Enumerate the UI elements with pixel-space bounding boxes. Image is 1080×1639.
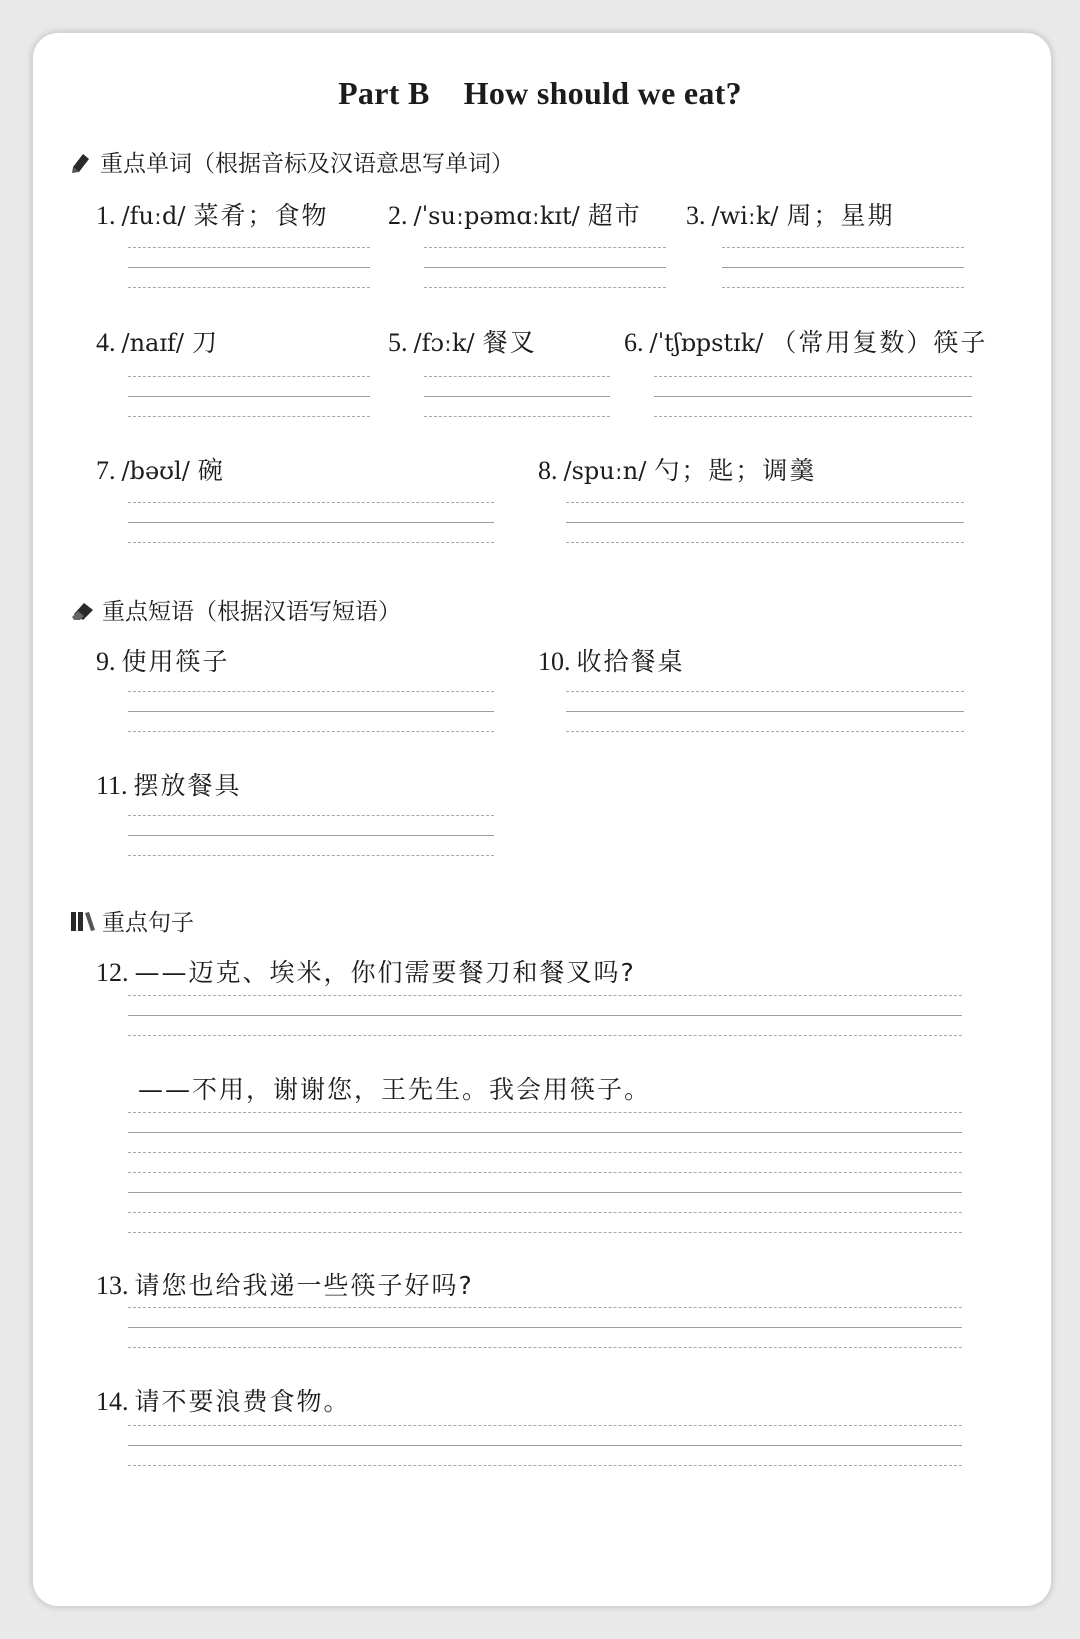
answer-lines-4[interactable] xyxy=(128,376,370,436)
word-item-5 xyxy=(388,323,537,359)
item-number: 1. xyxy=(96,201,116,230)
word-item-8 xyxy=(538,451,816,487)
item-meaning: 碗 xyxy=(197,456,225,485)
word-item-3 xyxy=(686,196,895,232)
item-number: 7. xyxy=(96,456,116,485)
item-phonetic: /ˈtʃɒpstɪk/ xyxy=(649,329,764,357)
word-item-4 xyxy=(96,323,219,359)
books-icon xyxy=(70,909,96,933)
word-item-7 xyxy=(96,451,225,487)
word-item-1 xyxy=(96,196,328,232)
phrase-item-11 xyxy=(96,766,242,802)
item-meaning: 使用筷子 xyxy=(121,647,230,676)
item-meaning: ——不用，谢谢您，王先生。我会用筷子。 xyxy=(138,1075,652,1104)
item-meaning: （常用复数）筷子 xyxy=(771,328,988,357)
sentence-item-13 xyxy=(96,1266,474,1302)
item-phonetic: /fuːd/ xyxy=(121,202,186,230)
page-title xyxy=(0,75,1080,112)
item-number: 14. xyxy=(96,1387,129,1416)
section-key-phrases xyxy=(70,593,401,626)
item-meaning: 超市 xyxy=(587,201,642,230)
item-number: 13. xyxy=(96,1271,129,1300)
item-meaning: 刀 xyxy=(192,328,220,357)
item-phonetic: /naɪf/ xyxy=(121,329,184,357)
section-key-words-label: 重点单词（根据音标及汉语意思写单词） xyxy=(100,151,514,177)
item-meaning: 摆放餐具 xyxy=(133,771,242,800)
item-meaning: 菜肴；食物 xyxy=(193,201,329,230)
answer-lines-5[interactable] xyxy=(424,376,610,436)
item-number: 2. xyxy=(388,201,408,230)
answer-lines-11[interactable] xyxy=(128,815,494,875)
answer-lines-1[interactable] xyxy=(128,247,370,307)
sentence-item-14 xyxy=(96,1382,351,1418)
answer-lines-7[interactable] xyxy=(128,502,494,562)
item-number: 5. xyxy=(388,328,408,357)
phrase-item-10 xyxy=(538,642,685,678)
item-number: 10. xyxy=(538,647,571,676)
item-meaning: 餐叉 xyxy=(482,328,537,357)
item-phonetic: /wiːk/ xyxy=(711,202,779,230)
phrase-item-9 xyxy=(96,642,230,678)
item-number: 6. xyxy=(624,328,644,357)
item-meaning: 请不要浪费食物。 xyxy=(134,1387,351,1416)
section-key-words xyxy=(70,145,514,178)
answer-lines-12b[interactable] xyxy=(128,1112,962,1252)
item-phonetic: /spuːn/ xyxy=(563,457,647,485)
item-number: 11. xyxy=(96,771,128,800)
answer-lines-6[interactable] xyxy=(654,376,972,436)
item-number: 8. xyxy=(538,456,558,485)
word-item-6 xyxy=(624,323,987,359)
section-key-phrases-label: 重点短语（根据汉语写短语） xyxy=(102,599,401,625)
word-item-2 xyxy=(388,196,642,232)
answer-lines-14[interactable] xyxy=(128,1425,962,1485)
answer-lines-3[interactable] xyxy=(722,247,964,307)
answer-lines-10[interactable] xyxy=(566,691,964,751)
answer-lines-13[interactable] xyxy=(128,1307,962,1367)
answer-lines-8[interactable] xyxy=(566,502,964,562)
item-phonetic: /bəʊl/ xyxy=(121,457,190,485)
item-number: 9. xyxy=(96,647,116,676)
part-question: How should we eat? xyxy=(463,75,742,111)
item-meaning: 请您也给我递一些筷子好吗? xyxy=(134,1271,474,1300)
item-meaning: ——迈克、埃米，你们需要餐刀和餐叉吗? xyxy=(134,958,636,987)
eraser-icon xyxy=(70,598,96,622)
item-meaning: 收拾餐桌 xyxy=(576,647,685,676)
item-phonetic: /fɔːk/ xyxy=(413,329,475,357)
item-meaning: 勺；匙；调羹 xyxy=(654,456,817,485)
item-number: 4. xyxy=(96,328,116,357)
section-key-sentences-label: 重点句子 xyxy=(102,910,194,936)
answer-lines-2[interactable] xyxy=(424,247,666,307)
item-number: 12. xyxy=(96,958,129,987)
answer-lines-9[interactable] xyxy=(128,691,494,751)
section-key-sentences xyxy=(70,904,194,937)
item-meaning: 周；星期 xyxy=(786,201,895,230)
sentence-item-12-reply xyxy=(138,1070,651,1106)
item-number: 3. xyxy=(686,201,706,230)
answer-lines-12a[interactable] xyxy=(128,995,962,1055)
item-phonetic: /ˈsuːpəmɑːkɪt/ xyxy=(413,202,580,230)
sentence-item-12 xyxy=(96,953,636,989)
pencil-icon xyxy=(70,150,94,174)
part-label: Part B xyxy=(338,75,430,111)
